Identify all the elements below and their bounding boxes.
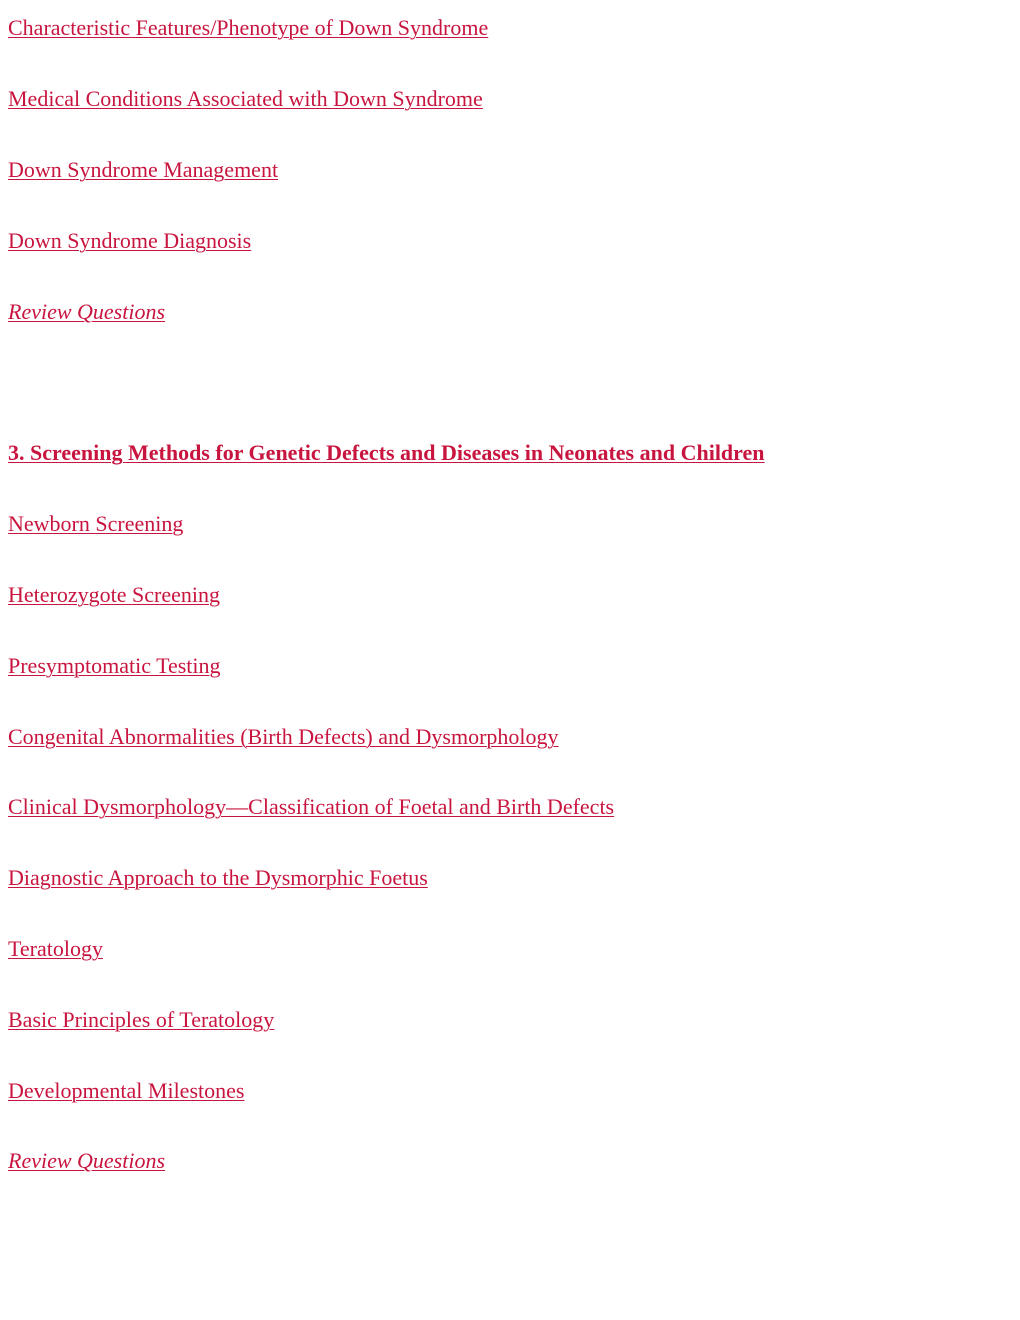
toc-link-down-syndrome-management[interactable]: Down Syndrome Management [8, 157, 279, 182]
toc-link-basic-principles-teratology[interactable]: Basic Principles of Teratology [8, 1007, 275, 1032]
toc-link-presymptomatic-testing[interactable]: Presymptomatic Testing [8, 653, 221, 678]
toc-link-diagnostic-approach[interactable]: Diagnostic Approach to the Dysmorphic Foetus [8, 865, 428, 890]
toc-link-medical-conditions[interactable]: Medical Conditions Associated with Down Syndrome [8, 86, 483, 111]
toc-link-newborn-screening[interactable]: Newborn Screening [8, 511, 184, 536]
toc-link-review-questions[interactable]: Review Questions [8, 299, 166, 324]
toc-link-congenital-abnormalities[interactable]: Congenital Abnormalities (Birth Defects) and Dysmorphology [8, 724, 559, 749]
toc-link-characteristic-features[interactable]: Characteristic Features/Phenotype of Down Syndrome [8, 15, 489, 40]
toc-link-clinical-dysmorphology[interactable]: Clinical Dysmorphology—Classification of Foetal and Birth Defects [8, 794, 615, 819]
toc-link-teratology[interactable]: Teratology [8, 936, 103, 961]
toc-link-review-questions-ch3[interactable]: Review Questions [8, 1148, 166, 1173]
toc-link-down-syndrome-diagnosis[interactable]: Down Syndrome Diagnosis [8, 228, 252, 253]
chapter-3-title-link[interactable]: 3. Screening Methods for Genetic Defects and Diseases in Neonates and Children [8, 440, 765, 465]
toc-link-heterozygote-screening[interactable]: Heterozygote Screening [8, 582, 220, 607]
toc-link-developmental-milestones[interactable]: Developmental Milestones [8, 1078, 245, 1103]
